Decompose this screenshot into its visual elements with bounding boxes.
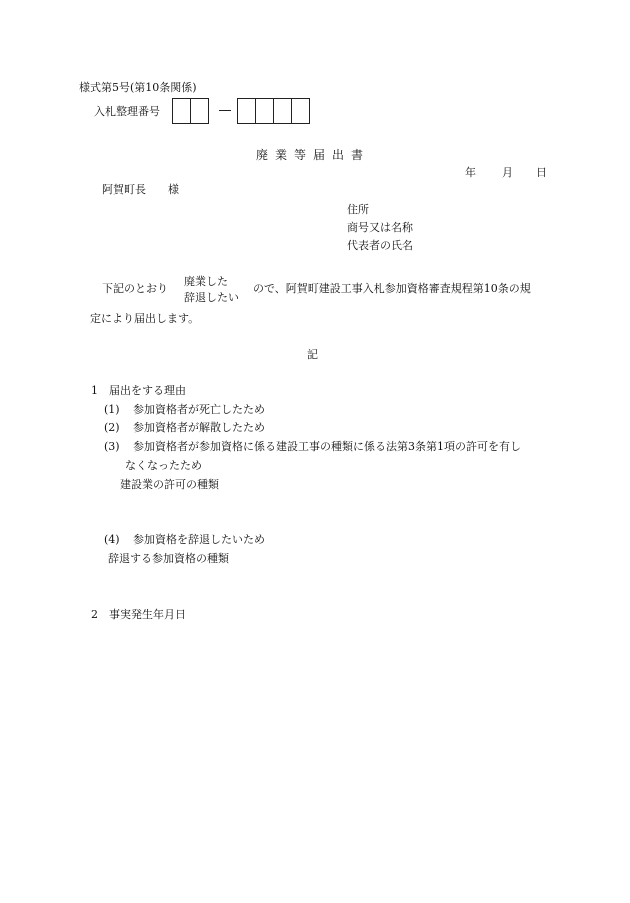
- bid-number-label: 入札整理番号: [94, 105, 160, 118]
- applicant-address-label: 住所: [347, 203, 369, 216]
- reason-1-number: (1): [104, 403, 120, 416]
- date-month: 月: [502, 166, 513, 179]
- bid-number-right-boxes: [237, 98, 309, 124]
- reason-1-text: 参加資格者が死亡したため: [133, 403, 265, 416]
- body-prefix: 下記のとおり: [102, 282, 168, 295]
- applicant-trade-name-label: 商号又は名称: [347, 221, 413, 234]
- reason-4-number: (4): [104, 533, 120, 546]
- construction-license-type-label: 建設業の許可の種類: [120, 478, 219, 491]
- reason-2-number: (2): [104, 421, 120, 434]
- bid-number-box[interactable]: [255, 98, 274, 124]
- reason-3-continuation: なくなったため: [125, 459, 202, 472]
- date-day: 日: [536, 166, 547, 179]
- bid-number-left-boxes: [172, 98, 208, 124]
- section-1-heading: 1 届出をする理由: [91, 384, 186, 397]
- applicant-representative-label: 代表者の氏名: [347, 239, 413, 252]
- section-2-heading: 2 事実発生年月日: [91, 608, 186, 621]
- bid-number-box[interactable]: [237, 98, 256, 124]
- ki-heading: 記: [307, 348, 318, 361]
- bid-number-box[interactable]: [190, 98, 209, 124]
- body-option-discontinue: 廃業した: [184, 275, 228, 288]
- body-line2: 定により届出します。: [90, 312, 200, 325]
- body-option-withdraw: 辞退したい: [184, 291, 239, 304]
- body-suffix: ので、阿賀町建設工事入札参加資格審査規程第10条の規: [253, 282, 531, 295]
- bid-number-box[interactable]: [172, 98, 191, 124]
- document-title: 廃業等届出書: [256, 148, 371, 162]
- reason-4-text: 参加資格を辞退したいため: [133, 533, 265, 546]
- bid-number-box[interactable]: [273, 98, 292, 124]
- reason-3-number: (3): [104, 440, 120, 453]
- date-year: 年: [465, 166, 476, 179]
- withdrawn-qualification-type-label: 辞退する参加資格の種類: [108, 552, 229, 565]
- reason-2-text: 参加資格者が解散したため: [133, 421, 265, 434]
- bid-number-box[interactable]: [291, 98, 310, 124]
- reason-3-text: 参加資格者が参加資格に係る建設工事の種類に係る法第3条第1項の許可を有し: [133, 440, 521, 453]
- form-label: 様式第5号(第10条関係): [79, 81, 197, 94]
- recipient: 阿賀町長 様: [102, 183, 179, 196]
- bid-number-dash: [219, 110, 231, 111]
